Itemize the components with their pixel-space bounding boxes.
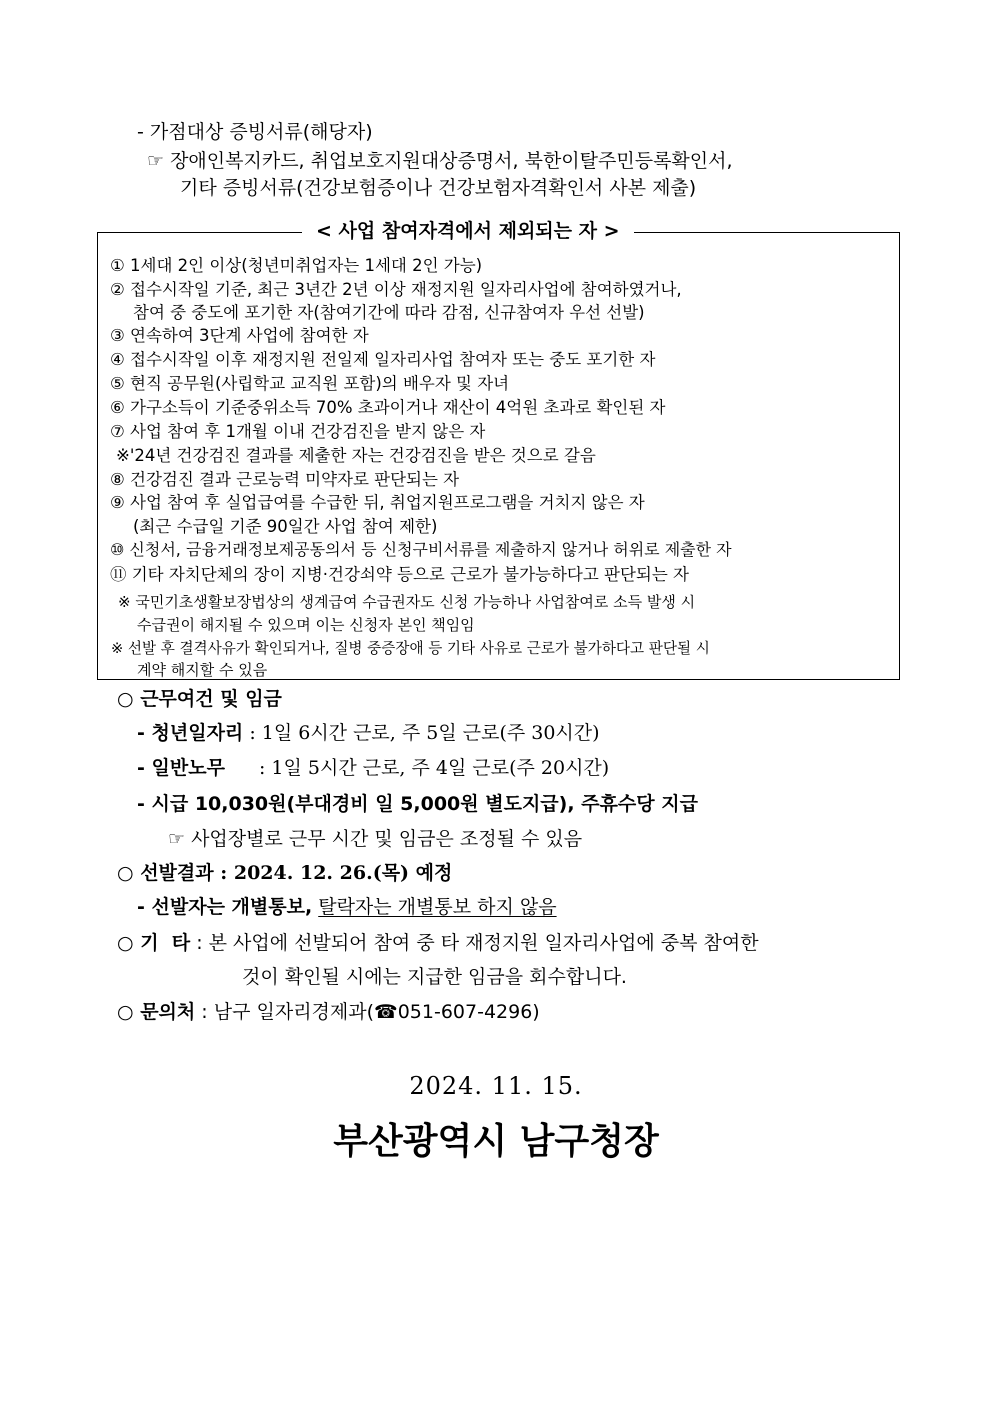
issuing-organization: 부산광역시 남구청장 — [333, 1121, 659, 1162]
exclusion-item: ② 접수시작일 기준, 최근 3년간 2년 이상 재정지원 일자리사업에 참여하였거나, — [110, 280, 682, 299]
result-notice-bold: - 선발자는 개별통보, — [137, 896, 313, 918]
work-general — [137, 753, 609, 780]
exclusion-item: ⑦ 사업 참여 후 1개월 이내 건강검진을 받지 않은 자 — [110, 422, 486, 441]
etc-text-2: 것이 확인될 시에는 지급한 임금을 회수합니다. — [242, 966, 627, 988]
exclusion-item: ※'24년 건강검진 결과를 제출한 자는 건강검진을 받은 것으로 갈음 — [116, 446, 596, 465]
evidence-list-line-2: 기타 증빙서류(건강보험증이나 건강보험자격확인서 사본 제출) — [180, 177, 697, 199]
work-youth-text: : 1일 6시간 근로, 주 5일 근로(주 30시간) — [243, 722, 600, 744]
exclusion-item: ④ 접수시작일 이후 재정지원 전일제 일자리사업 참여자 또는 중도 포기한 자 — [110, 350, 656, 369]
work-heading: ○ 근무여건 및 임금 — [117, 688, 282, 710]
work-wage: - 시급 10,030원(부대경비 일 5,000원 별도지급), 주휴수당 지급 — [137, 793, 698, 815]
result-heading-text: : 2024. 12. 26.(목) 예정 — [213, 862, 453, 884]
exclusion-title: < 사업 참여자격에서 제외되는 자 > — [302, 216, 634, 243]
exclusion-note: 수급권이 해지될 수 있으며 이는 신청자 본인 책임임 — [137, 616, 475, 634]
result-notice-underline: 탈락자는 개별통보 하지 않음 — [318, 896, 557, 918]
exclusion-item: ⑪ 기타 자치단체의 장이 지병·건강쇠약 등으로 근로가 불가능하다고 판단되는 자 — [110, 565, 689, 584]
exclusion-item: ⑨ 사업 참여 후 실업급여를 수급한 뒤, 취업지원프로그램을 거치지 않은 자 — [110, 493, 645, 512]
exclusion-note: 계약 해지할 수 있음 — [137, 661, 268, 679]
exclusion-item: ① 1세대 2인 이상(청년미취업자는 1세대 2인 가능) — [110, 256, 483, 275]
exclusion-note: ※ 국민기초생활보장법상의 생계급여 수급권자도 신청 가능하나 사업참여로 소득 발생 시 — [118, 593, 696, 611]
exclusion-item: 참여 중 중도에 포기한 자(참여기간에 따라 감점, 신규참여자 우선 선발) — [133, 303, 645, 322]
result-notice — [137, 892, 557, 919]
exclusion-note: ※ 선발 후 결격사유가 확인되거나, 질병 중증장애 등 기타 사유로 근로가 불가하다고 판단될 시 — [111, 640, 710, 657]
result-heading-label: ○ 선발결과 — [117, 862, 214, 884]
work-general-text: : 1일 5시간 근로, 주 4일 근로(주 20시간) — [252, 757, 610, 779]
exclusion-item: ⑧ 건강검진 결과 근로능력 미약자로 판단되는 자 — [110, 470, 460, 489]
work-general-label: - 일반노무 — [137, 757, 225, 779]
contact-text: : 남구 일자리경제과(☎051-607-4296) — [195, 1001, 540, 1023]
contact-line — [117, 997, 540, 1024]
exclusion-item: (최근 수급일 기준 90일간 사업 참여 제한) — [133, 517, 438, 536]
exclusion-item: ⑤ 현직 공무원(사립학교 교직원 포함)의 배우자 및 자녀 — [110, 374, 510, 393]
work-youth — [137, 718, 600, 745]
exclusion-item: ⑥ 가구소득이 기준중위소득 70% 초과이거나 재산이 4억원 초과로 확인된 자 — [110, 398, 666, 417]
etc-text-1: : 본 사업에 선발되어 참여 중 타 재정지원 일자리사업에 중복 참여한 — [196, 932, 759, 954]
etc-line-1 — [117, 928, 759, 955]
evidence-heading: - 가점대상 증빙서류(해당자) — [137, 121, 373, 143]
contact-label: ○ 문의처 — [117, 1001, 196, 1023]
exclusion-item: ⑩ 신청서, 금융거래정보제공동의서 등 신청구비서류를 제출하지 않거나 허위로 제출한 자 — [110, 540, 732, 559]
work-note: ☞ 사업장별로 근무 시간 및 임금은 조정될 수 있음 — [168, 828, 583, 850]
work-youth-label: - 청년일자리 — [137, 722, 244, 744]
etc-label: ○ 기 타 — [117, 932, 191, 954]
result-heading — [117, 858, 452, 885]
exclusion-item: ③ 연속하여 3단계 사업에 참여한 자 — [110, 326, 369, 345]
document-date: 2024. 11. 15. — [409, 1072, 583, 1100]
evidence-list-line-1: ☞ 장애인복지카드, 취업보호지원대상증명서, 북한이탈주민등록확인서, — [147, 150, 733, 172]
